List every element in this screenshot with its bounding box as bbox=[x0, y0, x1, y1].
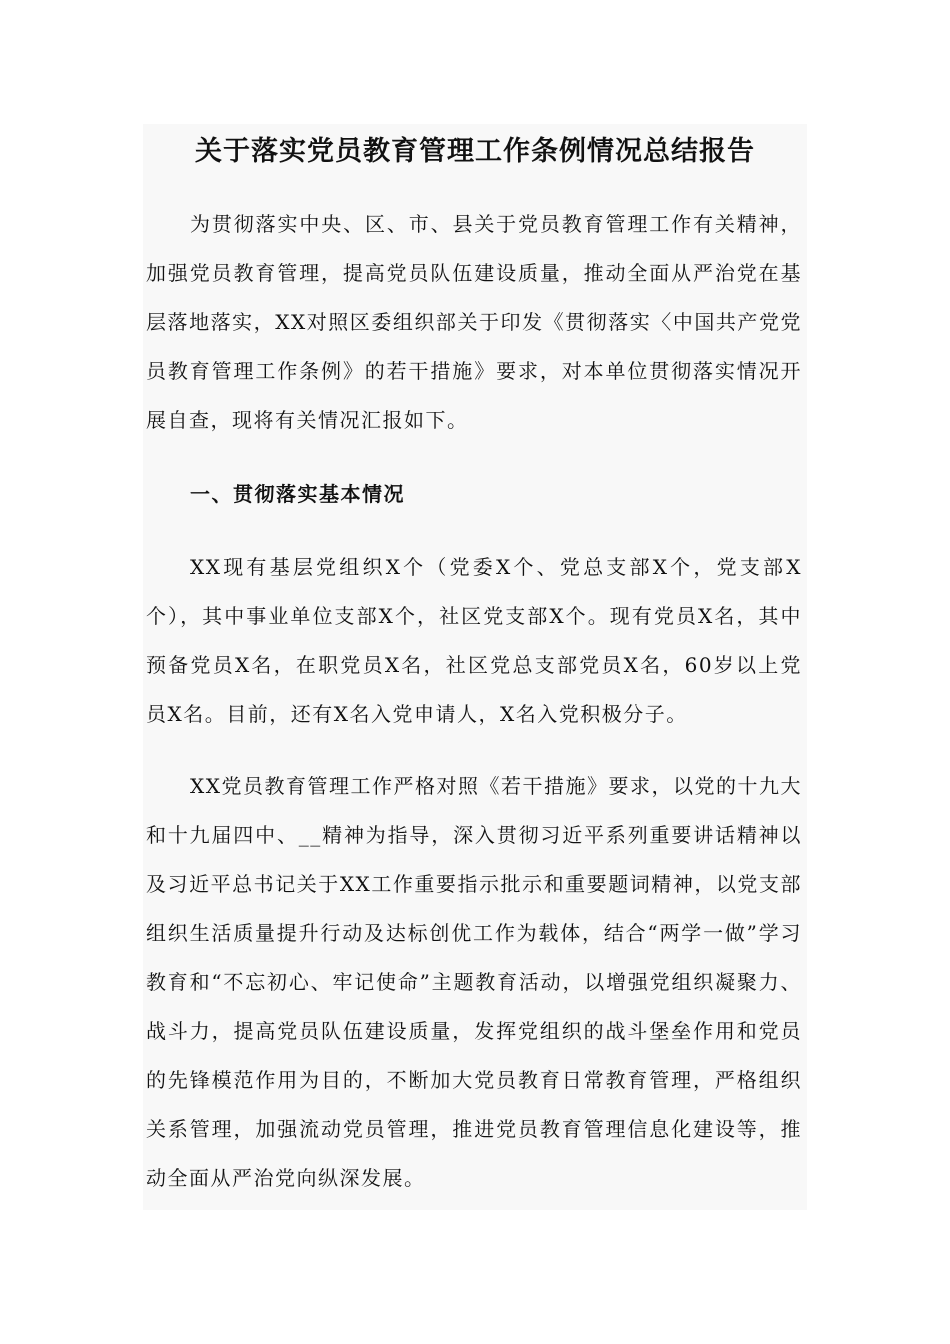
document-title: 关于落实党员教育管理工作条例情况总结报告 bbox=[195, 136, 755, 167]
body-paragraph-work-overview: XX党员教育管理工作严格对照《若干措施》要求，以党的十九大和十九届四中、__精神为指导，深入贯彻习近平系列重要讲话精神以及习近平总书记关于XX工作重要指示批示和重要题词精神，以党支部组织生活质量提升行动及达标创优工作为载体，结合“两学一做”学习教育和“不忘初心、牢记使命”主题教育活动，以增强党组织凝聚力、战斗力，提高党员队伍建设质量，发挥党组织的战斗堡垒作用和党员的先锋模范作用为目的，不断加大党员教育日常教育管理，严格组织关系管理，加强流动党员管理，推进党员教育管理信息化建设等，推动全面从严治党向纵深发展。 bbox=[146, 774, 802, 1190]
section-heading: 一、贯彻落实基本情况 bbox=[190, 482, 405, 506]
intro-paragraph: 为贯彻落实中央、区、市、县关于党员教育管理工作有关精神，加强党员教育管理，提高党员队伍建设质量，推动全面从严治党在基层落地落实，XX对照区委组织部关于印发《贯彻落实〈中国共产党党员教育管理工作条例》的若干措施》要求，对本单位贯彻落实情况开展自查，现将有关情况汇报如下。 bbox=[146, 212, 802, 432]
body-paragraph-organizations: XX现有基层党组织X个（党委X个、党总支部X个，党支部X个），其中事业单位支部X个，社区党支部X个。现有党员X名，其中预备党员X名，在职党员X名，社区党总支部党员X名，60岁以上党员X名。目前，还有X名入党申请人，X名入党积极分子。 bbox=[146, 555, 802, 726]
